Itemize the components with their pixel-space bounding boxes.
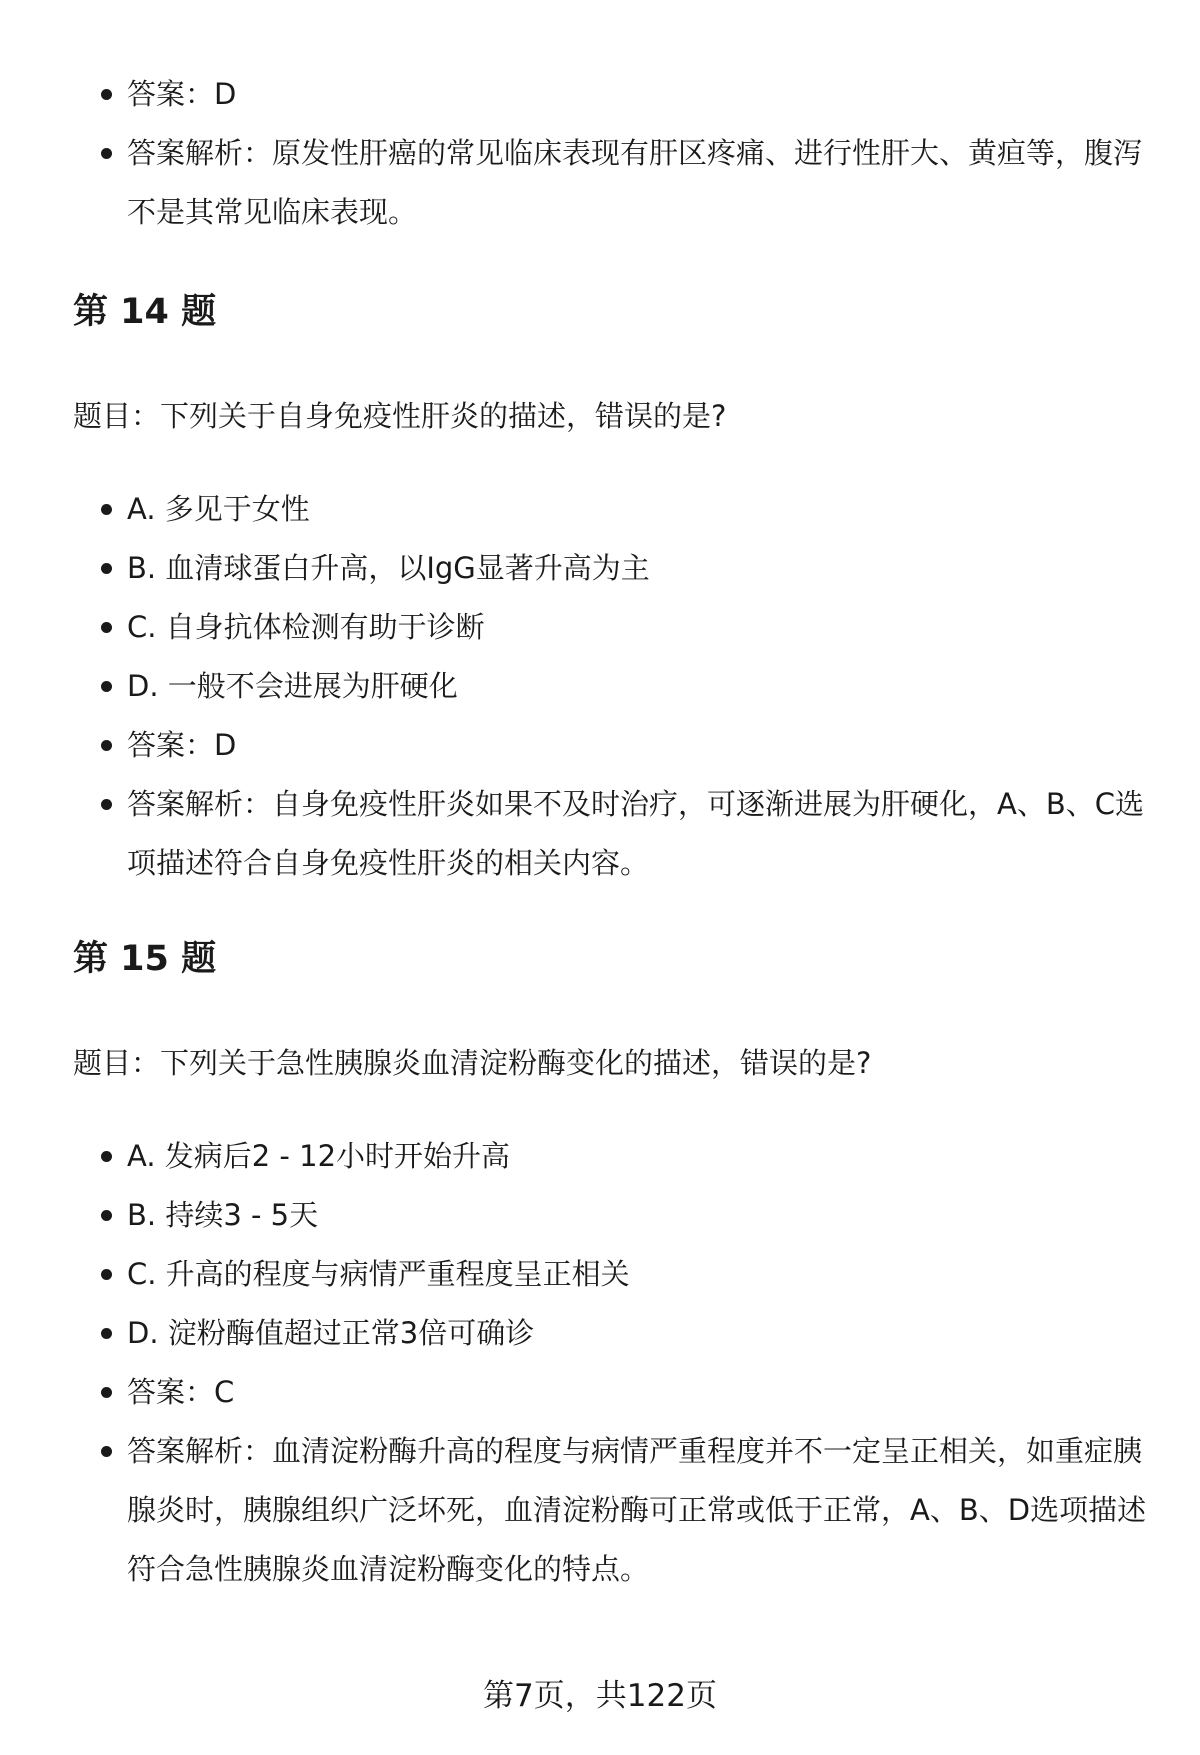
page-number: 第7页，共122页 [483, 1678, 717, 1714]
option-d: D. 一般不会进展为肝硬化 [73, 657, 1148, 716]
explanation-item: 答案解析：血清淀粉酶升高的程度与病情严重程度并不一定呈正相关，如重症胰腺炎时，胰腺组织广泛坏死，血清淀粉酶可正常或低于正常，A、B、D选项描述符合急性胰腺炎血清淀粉酶变化的特点。 [73, 1422, 1148, 1599]
option-a: A. 发病后2 - 12小时开始升高 [73, 1127, 1148, 1186]
explanation-item: 答案解析：自身免疫性肝炎如果不及时治疗，可逐渐进展为肝硬化，A、B、C选项描述符合自身免疫性肝炎的相关内容。 [73, 775, 1148, 893]
question-heading: 第 15 题 [73, 939, 217, 979]
question-14 [73, 288, 1148, 893]
answer-item: 答案：D [73, 65, 1148, 124]
option-a: A. 多见于女性 [73, 480, 1148, 539]
question-text: 题目：下列关于自身免疫性肝炎的描述，错误的是? [73, 399, 727, 433]
option-list [73, 1127, 1148, 1599]
option-list [73, 480, 1148, 893]
option-c: C. 自身抗体检测有助于诊断 [73, 598, 1148, 657]
explanation-item: 答案解析：原发性肝癌的常见临床表现有肝区疼痛、进行性肝大、黄疸等，腹泻不是其常见临床表现。 [73, 124, 1148, 242]
option-d: D. 淀粉酶值超过正常3倍可确诊 [73, 1304, 1148, 1363]
question-text: 题目：下列关于急性胰腺炎血清淀粉酶变化的描述，错误的是? [73, 1046, 872, 1080]
answer-item: 答案：D [73, 716, 1148, 775]
option-c: C. 升高的程度与病情严重程度呈正相关 [73, 1245, 1148, 1304]
option-b: B. 持续3 - 5天 [73, 1186, 1148, 1245]
answer-item: 答案：C [73, 1363, 1148, 1422]
previous-question-tail [73, 65, 1148, 242]
option-b: B. 血清球蛋白升高，以IgG显著升高为主 [73, 539, 1148, 598]
question-heading: 第 14 题 [73, 292, 217, 332]
question-15 [73, 935, 1148, 1599]
